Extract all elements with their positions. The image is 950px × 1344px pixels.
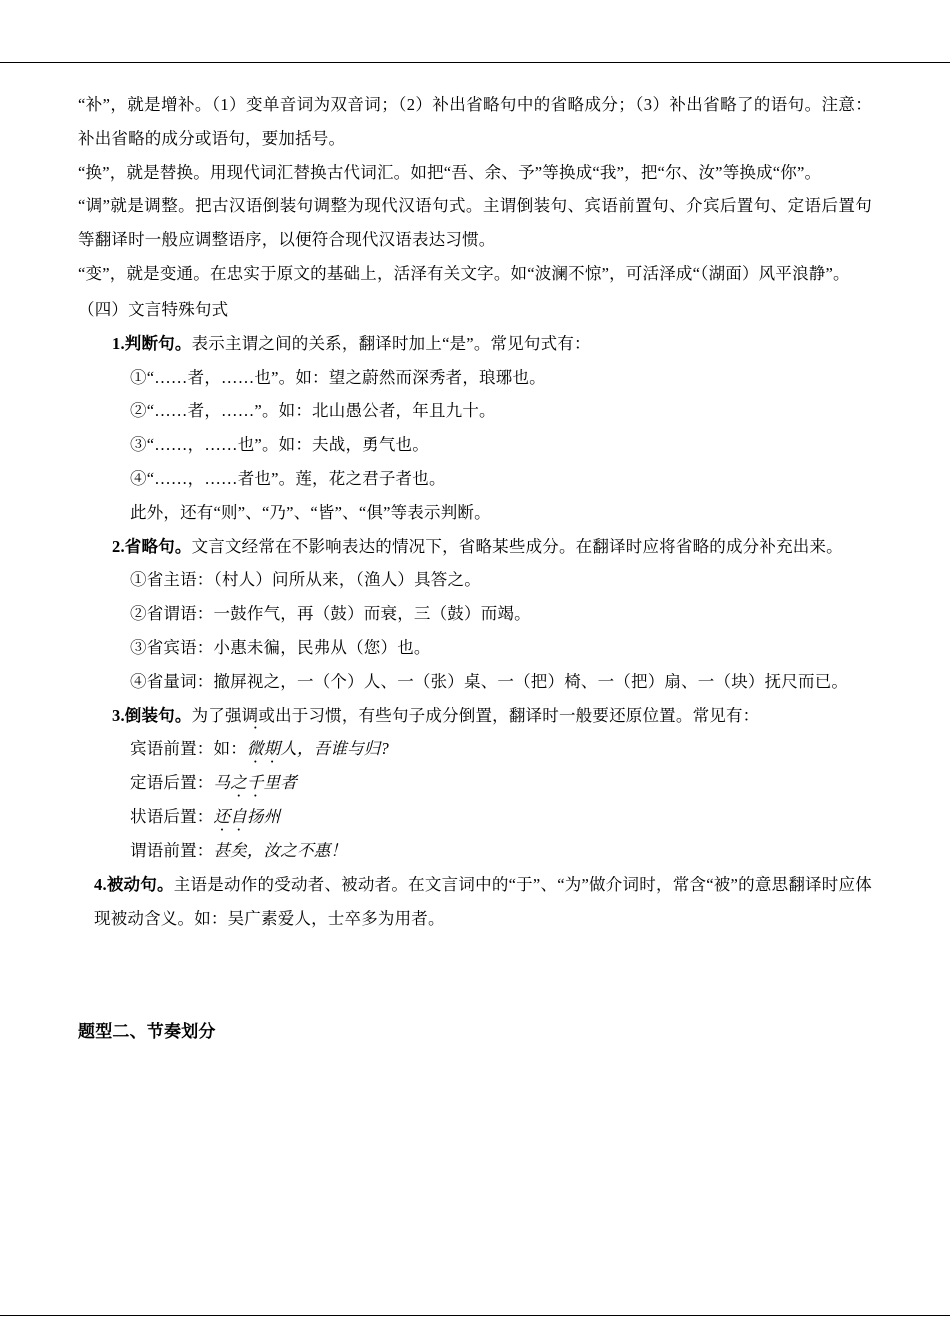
document-body bbox=[78, 88, 872, 1050]
paragraph-diao: “调”就是调整。把古汉语倒装句调整为现代汉语句式。主谓倒装句、宾语前置句、介宾后置句、定语后置句等翻译时一般应调整语序，以便符合现代汉语表达习惯。 bbox=[78, 196, 872, 250]
header-rule bbox=[0, 62, 950, 63]
ellipsis-example-2: ②省谓语：一鼓作气，再（鼓）而衰，三（鼓）而竭。 bbox=[130, 604, 531, 624]
item-ellipsis bbox=[78, 530, 872, 564]
ellipsis-example-3: ③省宾语：小惠未徧，民弗从（您）也。 bbox=[130, 638, 431, 657]
inversion-example-4-prefix: 谓语前置： bbox=[130, 840, 214, 860]
judgment-example-4: ④“……，……者也”。莲，花之君子者也。 bbox=[130, 468, 446, 488]
inversion-example-3: 状语后置：还自扬州 bbox=[130, 807, 281, 827]
section-heading-4: （四）文言特殊句式 bbox=[78, 299, 229, 319]
item-passive-text: 主语是动作的受动者、被动者。在文言词中的“于”、“为”做介词时，常含“被”的意思翻译时应体现被动含义。如：吴广素爱人，士卒多为用者。 bbox=[94, 874, 872, 928]
judgment-example-3: ③“……，……也”。如：夫战，勇气也。 bbox=[130, 435, 429, 455]
ellipsis-example-4: ④省量词：撤屏视之，一（个）人、一（张）桌、一（把）椅、一（把）扇、一（块）抚尺而已。 bbox=[130, 671, 849, 691]
judgment-example-1: ①“……者，……也”。如：望之蔚然而深秀者，琅琊也。 bbox=[130, 367, 546, 387]
inversion-example-4: 谓语前置：甚矣，汝之不惠！ bbox=[130, 840, 348, 860]
inversion-example-1: 宾语前置：如：微期人，吾谁与归? bbox=[130, 739, 389, 759]
item-inversion-label: 3.倒装句。 bbox=[112, 705, 192, 725]
inversion-example-2: 定语后置：马之千里者 bbox=[130, 773, 298, 793]
item-inversion-text: 为了强调或出于习惯，有些句子成分倒置，翻译时一般要还原位置。常见有： bbox=[191, 705, 760, 725]
inversion-example-3-prefix: 状语后置： bbox=[130, 807, 214, 827]
item-judgment-text: 表示主谓之间的关系，翻译时加上“是”。常见句式有： bbox=[191, 333, 591, 353]
heading-question-type-2: 题型二、节奏划分 bbox=[78, 1022, 216, 1042]
judgment-note: 此外，还有“则”、“乃”、“皆”、“俱”等表示判断。 bbox=[130, 502, 491, 522]
item-passive-label: 4.被动句。 bbox=[94, 874, 174, 894]
item-ellipsis-text: 文言文经常在不影响表达的情况下，省略某些成分。在翻译时应将省略的成分补充出来。 bbox=[191, 536, 843, 556]
spacer bbox=[78, 935, 872, 961]
item-judgment bbox=[78, 327, 872, 361]
ellipsis-example-1: ①省主语：（村人）问所从来，（渔人）具答之。 bbox=[130, 570, 481, 590]
paragraph-bu: “补”，就是增补。（1）变单音词为双音词；（2）补出省略句中的省略成分；（3）补出省略了的语句。注意：补出省略的成分或语句，要加括号。 bbox=[78, 95, 872, 148]
paragraph-huan: “换”，就是替换。用现代词汇替换古代词汇。如把“吾、余、予”等换成“我”，把“尔、汝”等换成“你”。 bbox=[78, 162, 822, 182]
judgment-example-2: ②“……者，……”。如：北山愚公者，年且九十。 bbox=[130, 401, 496, 421]
item-inversion bbox=[78, 699, 872, 733]
item-ellipsis-label: 2.省略句。 bbox=[112, 536, 192, 556]
inversion-example-2-prefix: 定语后置： bbox=[130, 773, 214, 793]
paragraph-bian: “变”，就是变通。在忠实于原文的基础上，活泽有关文字。如“波澜不惊”，可活泽成“（湖面）风平浪静”。 bbox=[78, 264, 850, 284]
footer-rule bbox=[0, 1315, 950, 1316]
inversion-example-1-prefix: 宾语前置：如： bbox=[130, 739, 247, 759]
item-passive bbox=[78, 868, 872, 936]
item-judgment-label: 1.判断句。 bbox=[112, 333, 192, 353]
